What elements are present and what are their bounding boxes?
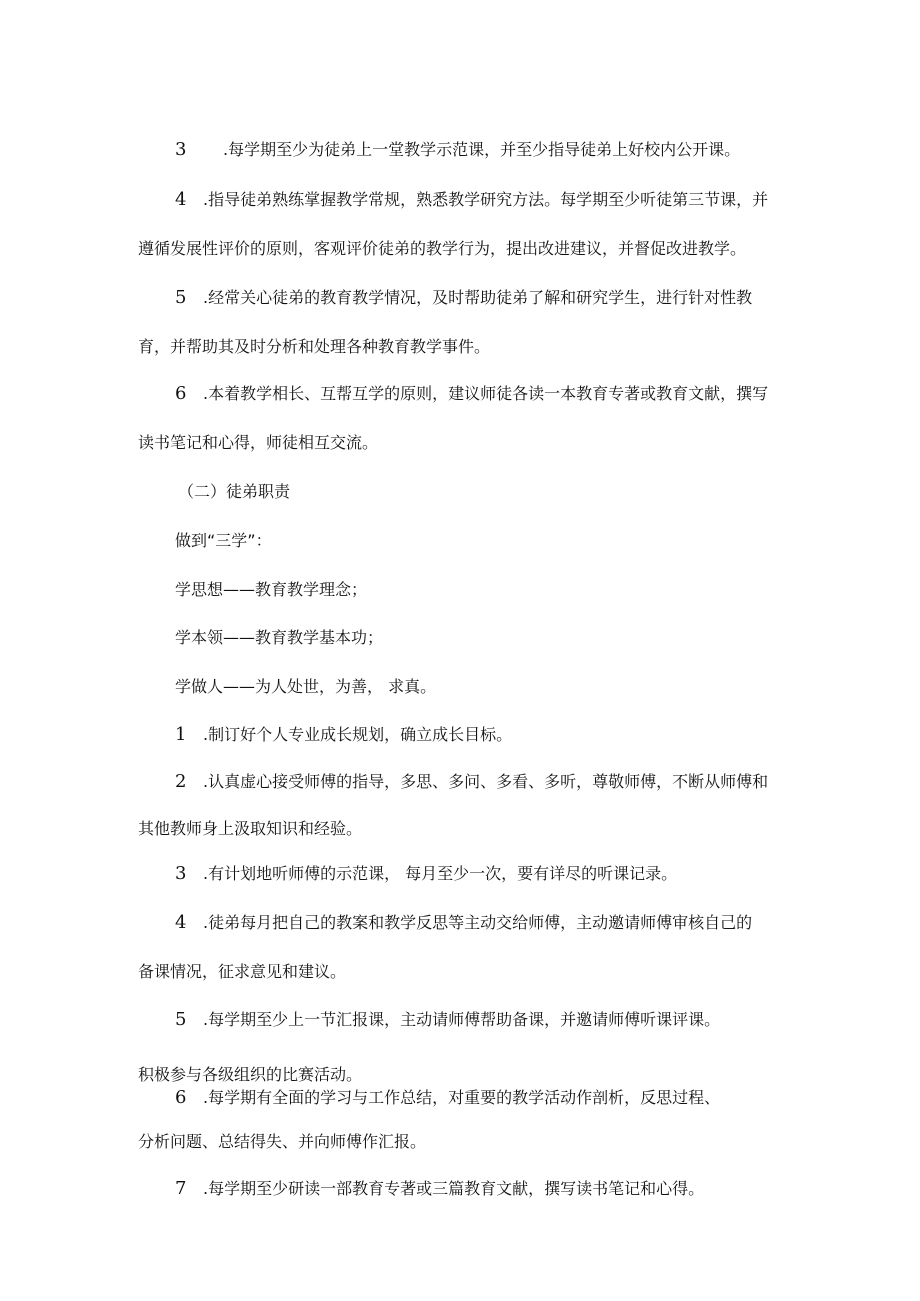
item-4-line2: 备课情况，征求意见和建议。 [138, 962, 347, 981]
item-number: 6 [175, 1087, 187, 1108]
item-5 [175, 1009, 720, 1031]
paragraph-4-line2: 遵循发展性评价的原则，客观评价徒弟的教学行为，提出改进建议，并督促改进教学。 [138, 239, 747, 258]
intro-line: 做到“三学”： [175, 531, 272, 550]
item-text: .制订好个人专业成长规划，确立成长目标。 [203, 725, 513, 744]
three-learn-2: 学本领——教育教学基本功； [175, 628, 384, 647]
item-number: 7 [175, 1178, 187, 1199]
paragraph-6-line1 [175, 383, 768, 405]
paragraph-6-line2: 读书笔记和心得，师徒相互交流。 [138, 433, 379, 452]
item-number: 4 [175, 189, 187, 210]
item-6-line2: 分析问题、总结得失、并向师傅作汇报。 [138, 1132, 427, 1151]
item-2-line1 [175, 771, 768, 793]
item-3 [175, 863, 677, 885]
paragraph-text: .经常关心徒弟的教育教学情况，及时帮助徒弟了解和研究学生，进行针对性教 [203, 288, 753, 307]
three-learn-3: 学做人——为人处世，为善， 求真。 [175, 677, 437, 696]
item-number: 6 [175, 383, 187, 404]
item-number: 4 [175, 912, 187, 933]
item-number: 2 [175, 771, 187, 792]
item-2-line2: 其他教师身上汲取知识和经验。 [138, 819, 363, 838]
paragraph-text: .指导徒弟熟练掌握教学常规，熟悉教学研究方法。每学期至少听徒第三节课，并 [203, 190, 769, 209]
extra-line: 积极参与各级组织的比赛活动。 [138, 1065, 363, 1084]
item-number: 1 [175, 724, 187, 745]
item-number: 3 [175, 139, 187, 160]
paragraph-5-line1 [175, 287, 752, 309]
section-title: （二）徒弟职责 [178, 482, 291, 501]
three-learn-1: 学思想——教育教学理念； [175, 580, 368, 599]
item-number: 3 [175, 863, 187, 884]
paragraph-text: .每学期至少为徒弟上一堂教学示范课，并至少指导徒弟上好校内公开课。 [223, 140, 741, 159]
paragraph-3 [175, 139, 740, 161]
item-1 [175, 724, 512, 746]
item-text: .每学期至少上一节汇报课，主动请师傅帮助备课，并邀请师傅听课评课。 [203, 1010, 721, 1029]
item-text: .每学期至少研读一部教育专著或三篇教育文献，撰写读书笔记和心得。 [203, 1179, 705, 1198]
paragraph-text: .本着教学相长、互帮互学的原则，建议师徒各读一本教育专著或教育文献，撰写 [203, 384, 769, 403]
paragraph-4-line1 [175, 189, 768, 211]
paragraph-5-line2: 育，并帮助其及时分析和处理各种教育教学事件。 [138, 337, 491, 356]
item-text: .有计划地听师傅的示范课， 每月至少一次，要有详尽的听课记录。 [203, 864, 678, 883]
item-text: .徒弟每月把自己的教案和教学反思等主动交给师傅，主动邀请师傅审核自己的 [203, 913, 753, 932]
item-text: .每学期有全面的学习与工作总结，对重要的教学活动作剖析，反思过程、 [203, 1088, 721, 1107]
item-number: 5 [175, 287, 187, 308]
item-7 [175, 1178, 704, 1200]
item-4-line1 [175, 912, 752, 934]
item-number: 5 [175, 1009, 187, 1030]
item-6-line1 [175, 1087, 720, 1109]
item-text: .认真虚心接受师傅的指导，多思、多问、多看、多听，尊敬师傅，不断从师傅和 [203, 772, 769, 791]
